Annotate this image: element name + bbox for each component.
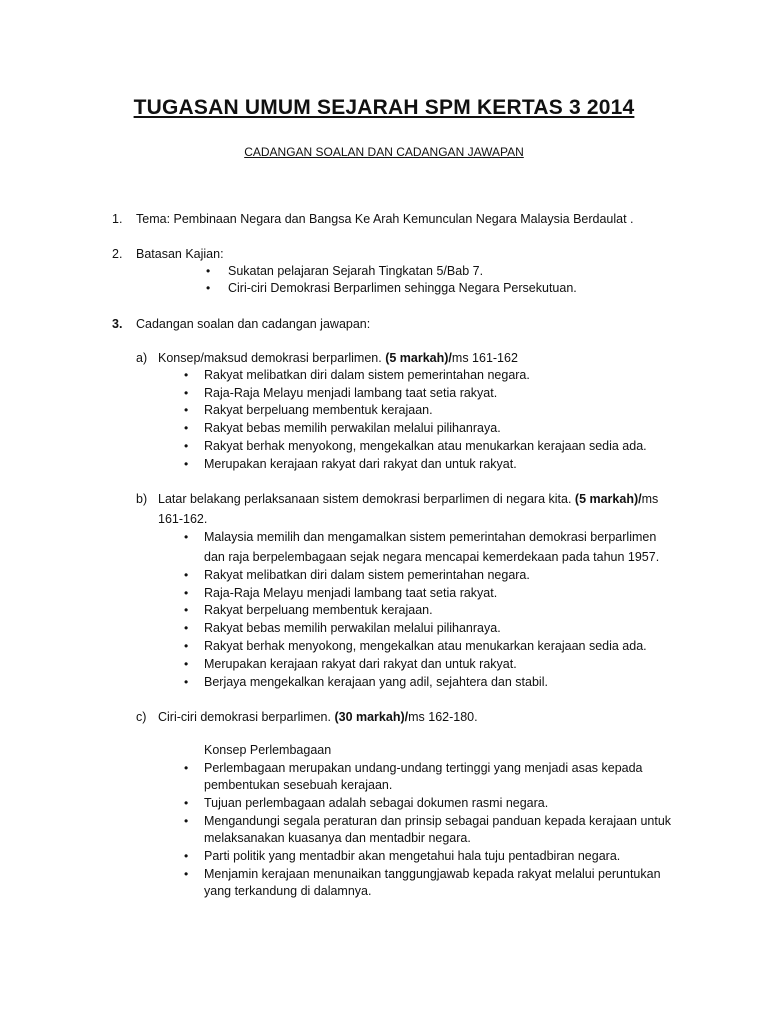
bullet-icon: • [206,264,211,278]
list-item: Rakyat bebas memilih perwakilan melalui pilihanraya. [204,621,501,635]
part-label: b) [136,492,148,506]
list-item: Rakyat berhak menyokong, mengekalkan atau menukarkan kerajaan sedia ada. [204,439,647,453]
bullet-icon: • [184,796,189,810]
list-item: Rakyat berpeluang membentuk kerajaan. [204,603,433,617]
bullet-icon: • [184,368,189,382]
document-title: TUGASAN UMUM SEJARAH SPM KERTAS 3 2014 [133,96,635,119]
part-label: c) [136,710,147,724]
bullet-icon: • [184,439,189,453]
item-number: 2. [112,247,123,261]
bullet-icon: • [184,386,189,400]
list-item: Raja-Raja Melayu menjadi lambang taat setia rakyat. [204,586,498,600]
list-item: Malaysia memilih dan mengamalkan sistem pemerintahan demokrasi berparlimen [204,530,657,544]
list-item: Rakyat melibatkan diri dalam sistem pemerintahan negara. [204,368,530,382]
list-item-continuation: melaksanakan kuasanya dan mentadbir negara. [204,831,471,845]
list-item: Merupakan kerajaan rakyat dari rakyat dan untuk rakyat. [204,457,517,471]
part-b-pages: 161-162. [158,512,208,526]
bullet-icon: • [184,657,189,671]
item-scope-label: Batasan Kajian: [136,247,224,261]
bullet-icon: • [184,867,189,881]
list-item: Tujuan perlembagaan adalah sebagai dokumen rasmi negara. [204,796,549,810]
bullet-icon: • [184,457,189,471]
bullet-icon: • [184,761,189,775]
bullet-icon: • [184,675,189,689]
bullet-icon: • [184,849,189,863]
item-number: 3. [112,317,123,331]
document-subtitle: CADANGAN SOALAN DAN CADANGAN JAWAPAN [244,145,524,159]
item-questions-label: Cadangan soalan dan cadangan jawapan: [136,317,371,331]
list-item: Rakyat bebas memilih perwakilan melalui pilihanraya. [204,421,501,435]
list-item: Perlembagaan merupakan undang-undang tertinggi yang menjadi asas kepada [204,761,643,775]
section-heading: Konsep Perlembagaan [204,743,332,757]
item-number: 1. [112,212,123,226]
list-item: Rakyat berpeluang membentuk kerajaan. [204,403,433,417]
bullet-icon: • [206,281,211,295]
part-label: a) [136,351,148,365]
list-item-continuation: pembentukan sesebuah kerajaan. [204,778,393,792]
bullet-icon: • [184,621,189,635]
list-item-continuation: dan raja berpelembagaan sejak negara mencapai kemerdekaan pada tahun 1957. [204,550,660,564]
bullet-icon: • [184,421,189,435]
list-item: Sukatan pelajaran Sejarah Tingkatan 5/Bab 7. [228,264,484,278]
part-a-question: Konsep/maksud demokrasi berparlimen. (5 markah)/ms 161-162 [158,351,518,365]
list-item-continuation: yang terkandung di dalamnya. [204,884,372,898]
item-theme: Tema: Pembinaan Negara dan Bangsa Ke Arah Kemunculan Negara Malaysia Berdaulat . [136,212,634,226]
part-c-question: Ciri-ciri demokrasi berparlimen. (30 markah)/ms 162-180. [158,710,478,724]
list-item: Ciri-ciri Demokrasi Berparlimen sehingga Negara Persekutuan. [228,281,577,295]
bullet-icon: • [184,603,189,617]
list-item: Rakyat berhak menyokong, mengekalkan atau menukarkan kerajaan sedia ada. [204,639,647,653]
bullet-icon: • [184,639,189,653]
list-item: Merupakan kerajaan rakyat dari rakyat dan untuk rakyat. [204,657,517,671]
bullet-icon: • [184,814,189,828]
list-item: Parti politik yang mentadbir akan mengetahui hala tuju pentadbiran negara. [204,849,621,863]
list-item: Berjaya mengekalkan kerajaan yang adil, sejahtera dan stabil. [204,675,548,689]
list-item: Raja-Raja Melayu menjadi lambang taat setia rakyat. [204,386,498,400]
bullet-icon: • [184,586,189,600]
bullet-icon: • [184,403,189,417]
list-item: Rakyat melibatkan diri dalam sistem pemerintahan negara. [204,568,530,582]
part-b-question: Latar belakang perlaksanaan sistem demokrasi berparlimen di negara kita. (5 markah)/ms [158,492,659,506]
bullet-icon: • [184,530,189,544]
list-item: Mengandungi segala peraturan dan prinsip sebagai panduan kepada kerajaan untuk [204,814,672,828]
list-item: Menjamin kerajaan menunaikan tanggungjawab kepada rakyat melalui peruntukan [204,867,661,881]
bullet-icon: • [184,568,189,582]
